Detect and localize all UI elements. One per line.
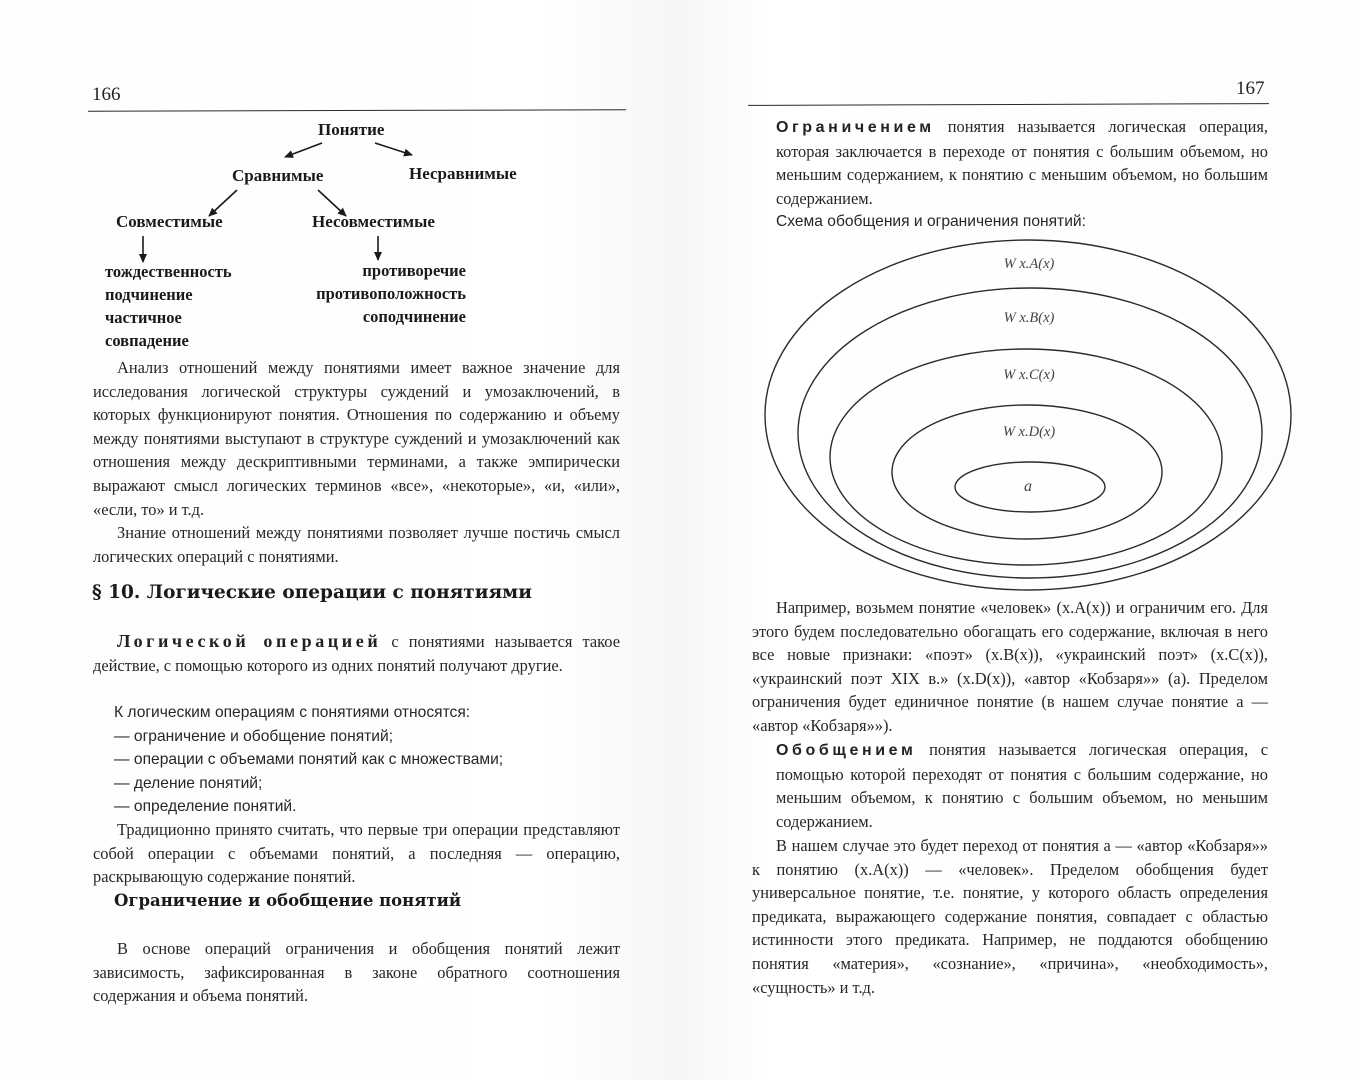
generalization-text: понятия называется логическая операция, с помощью которой переходят от понятия с большим содержание, но меньшим объемом, к понятию с большим объемом, но меньшим содержанием. [776,740,1268,831]
list-item: — ограничение и обобщение понятий; [114,727,394,745]
paragraph-generalization-limit: В нашем случае это будет переход от понятия a — «автор «Кобзаря»» к понятию (x.A(x)) — «человек». Пределом обобщения будет универсальное понятие, т.е. понятие, у которого область определения предиката, выражающего содержание понятия, совпадает с областью истинности этого предиката. Например, не поддаются обобщению понятия «материя», «сознание», «причина», «необходимость», «сущность» и т.д. [752,836,1268,997]
tree-node-incomparable: Несравнимые [409,164,517,183]
ellipse-label-c: W x.C(x) [1003,367,1055,383]
paragraph-inverse-law: В основе операций ограничения и обобщения понятий лежит зависимость, зафиксированная в законе обратного соотношения содержания и объема понятий. [93,939,620,1006]
compatible-item: подчинение [105,285,193,304]
paragraph-generalization-definition [776,738,1268,833]
restriction-text: понятия называется логическая операция, которая заключается в переходе от понятия с большим объемом, но меньшим содержанием, к понятию с меньшим объемом, но большим содержанием. [776,117,1268,208]
subheading-restriction-generalization: Ограничение и обобщение понятий [114,891,462,910]
compatible-item: тождественность [105,262,232,281]
paragraph-knowledge: Знание отношений между понятиями позволяет лучше постичь смысл логических операций с понятиями. [93,523,620,566]
tree-node-comparable: Сравнимые [232,166,324,185]
tree-node-incompatible: Несовместимые [312,212,435,231]
definition-text: с понятиями называется такое действие, с помощью которого из одних понятий получают другие. [93,632,620,675]
paragraph-relations-analysis: Анализ отношений между понятиями имеет важное значение для исследования логической структуры суждений и умозаключений, в которых функционируют понятия. Отношения по содержанию и объему между понятиями выступают в структуре суждений и умозаключений как отношения между дескриптивными терминами, а также эмпирически выражают смысл логических терминов «все», «некоторые», «и, «или», «если, то» и т.д. [93,358,620,519]
paragraph-example: Например, возьмем понятие «человек» (x.A(x)) и ограничим его. Для этого будем последовательно обогащать его содержание, включая в него все новые признаки: «поэт» (x.B(x)), «украинский поэт» (x.C(x)), «украинский поэт XIX в.» (x.D(x)), «автор «Кобзаря»» (a). Пределом ограничения будет единичное понятие (в нашем случае понятие a — «автор «Кобзаря»»). [752,598,1268,735]
paragraph-traditional: Традиционно принято считать, что первые три операции представляют собой операции с объемами понятий, а последняя — операцию, раскрывающую содержание понятий. [93,820,620,887]
restriction-term: Ограничением [776,119,935,136]
definition-term: Логической операцией [117,631,382,651]
page-number-left: 166 [92,84,121,105]
list-intro: К логическим операциям с понятиями относятся: [114,704,471,721]
generalization-term: Обобщением [776,742,917,759]
list-item: — деление понятий; [114,774,263,792]
page-number-right: 167 [1236,78,1265,99]
tree-node-compatible: Совместимые [116,212,223,231]
compatible-item: частичное [105,308,182,327]
ellipse-label-a: W x.A(x) [1003,256,1055,272]
incompatible-item: противоречие [362,261,466,280]
incompatible-item: противоположность [316,284,466,303]
ellipse-label-singular: a [1024,478,1032,495]
scheme-caption: Схема обобщения и ограничения понятий: [776,213,1086,230]
ellipse-label-d: W x.D(x) [1002,424,1056,440]
compatible-item: совпадение [105,331,189,350]
incompatible-item: соподчинение [362,307,466,326]
ellipse-label-b: W x.B(x) [1003,310,1055,326]
list-item: — операции с объемами понятий как с множествами; [114,751,504,769]
section-heading: § 10. Логические операции с понятиями [92,582,532,603]
list-item: — определение понятий. [114,798,297,816]
tree-node-concept: Понятие [318,120,385,139]
